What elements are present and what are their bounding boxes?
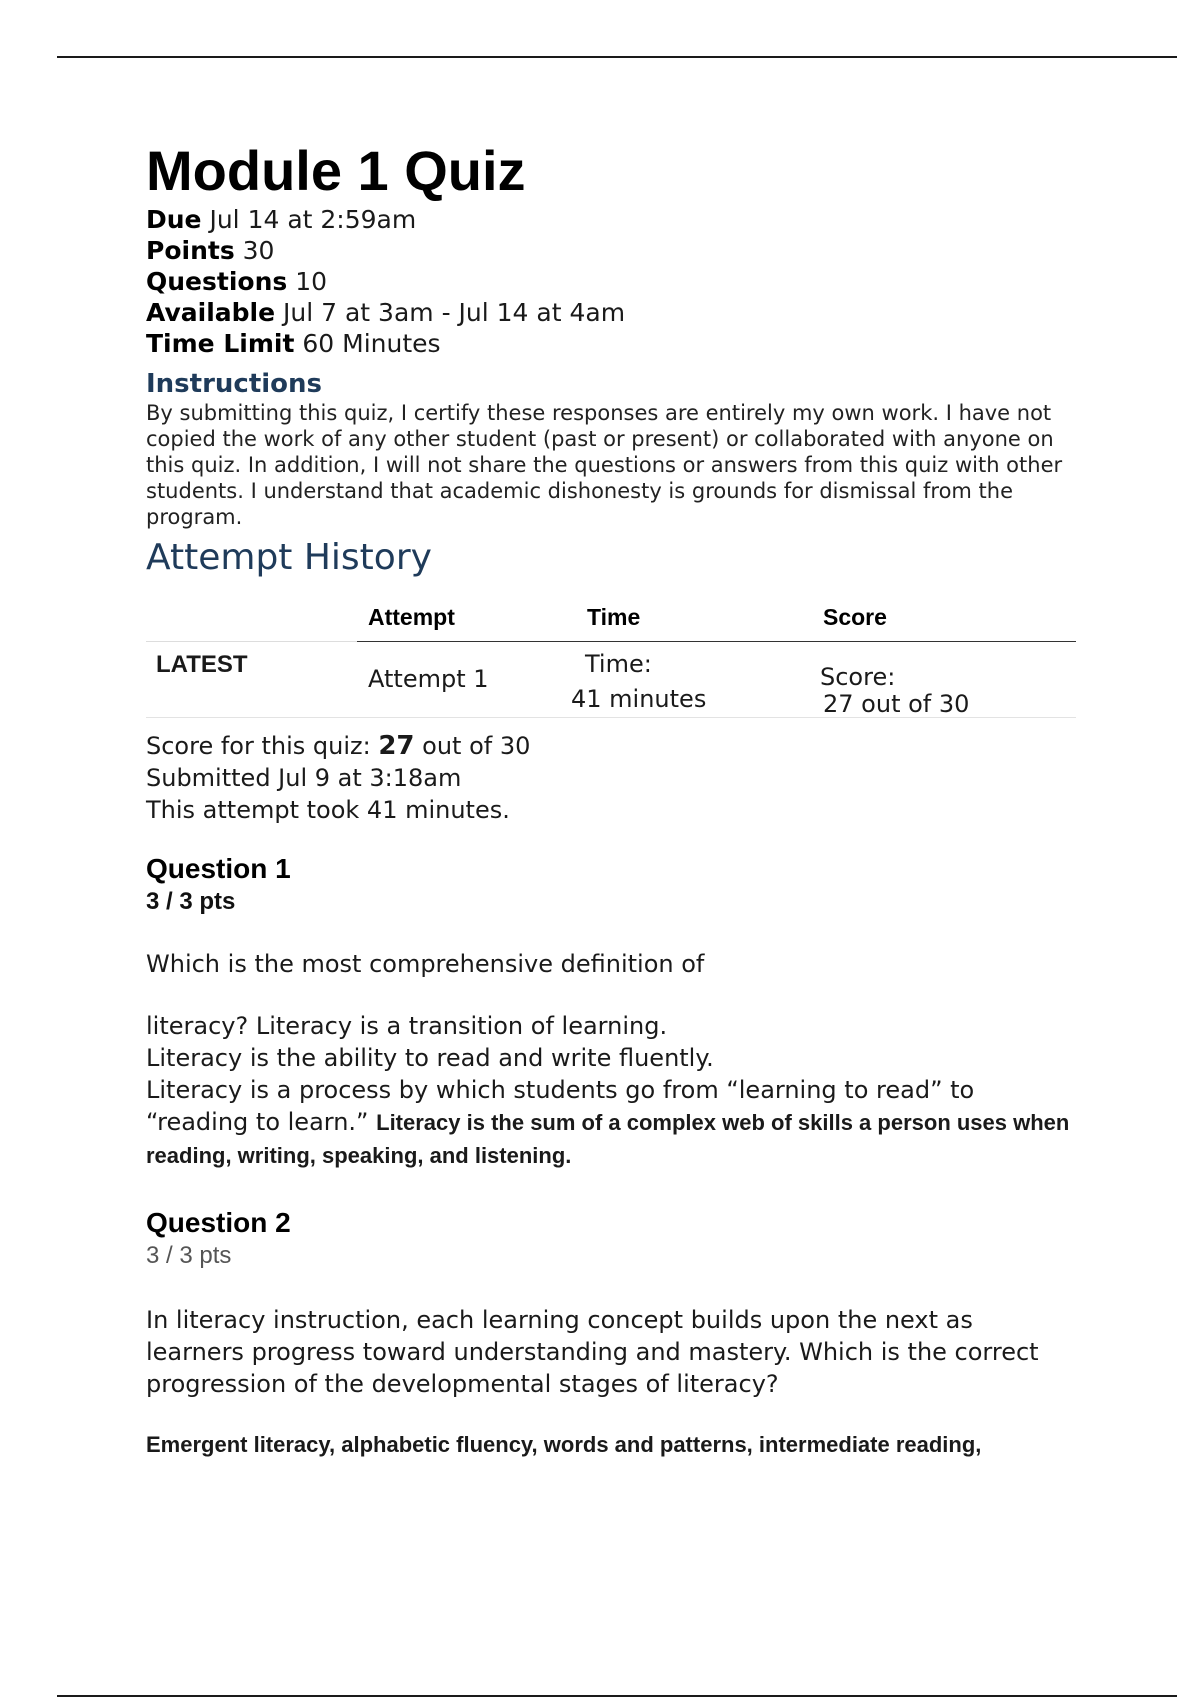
instructions-text: By submitting this quiz, I certify these responses are entirely my own work. I have not copied the work of any other student (past or present) or collaborated with anyone on this quiz. In addition, I will not share the questions or answers from this quiz with other students. I understand that academic dishonesty is grounds for dismissal from the program.: [146, 400, 1063, 529]
quiz-meta: [146, 204, 1076, 359]
meta-label: Due: [146, 204, 202, 234]
answer-line: literacy? Literacy is a transition of learning.: [146, 1011, 668, 1040]
col-header-time: Time: [587, 603, 641, 630]
question-heading: Question 2: [146, 1206, 291, 1238]
latest-tag: LATEST: [156, 650, 248, 678]
question-prompt: Which is the most comprehensive definition of: [146, 949, 705, 978]
attempt-history-heading: Attempt History: [146, 536, 432, 578]
score-number: 27: [378, 730, 415, 761]
question-1: [146, 852, 1076, 1172]
meta-time-limit: [146, 328, 1076, 359]
meta-label: Questions: [146, 266, 288, 296]
question-points: 3 / 3 pts: [146, 887, 236, 915]
correct-answer: Literacy is the sum of a complex web of skills a person uses when reading, writing, speaking, and listening.: [146, 1109, 1070, 1168]
meta-label: Time Limit: [146, 328, 295, 358]
answer-line: Literacy is a process by which students go from “learning to read” to: [146, 1075, 975, 1104]
meta-value: Jul 14 at 2:59am: [209, 204, 417, 234]
meta-questions: [146, 266, 1076, 297]
submitted-line: Submitted Jul 9 at 3:18am: [146, 763, 462, 792]
question-points: 3 / 3 pts: [146, 1241, 232, 1269]
score-prefix: Score for this quiz:: [146, 731, 379, 760]
question-prompt: In literacy instruction, each learning concept builds upon the next as learners progress toward understanding and mastery. Which is the correct progression of the developmental stages of literacy?: [146, 1305, 1039, 1398]
answer-line: “reading to learn.”: [146, 1107, 377, 1136]
score-suffix: out of 30: [414, 731, 531, 760]
time-label: Time:: [585, 649, 652, 678]
attempt-1-link[interactable]: Attempt 1: [368, 664, 489, 693]
top-rule: [57, 56, 1177, 58]
table-divider-left: [146, 641, 357, 642]
table-header-rule: [357, 641, 1076, 642]
bottom-rule: [57, 1695, 1177, 1697]
page-title: Module 1 Quiz: [146, 139, 526, 202]
meta-points: [146, 235, 1076, 266]
meta-label: Points: [146, 235, 235, 265]
meta-value: 30: [242, 235, 275, 265]
instructions-heading: Instructions: [146, 368, 323, 399]
quiz-summary: [146, 730, 1076, 826]
answer-line: Literacy is the ability to read and write fluently.: [146, 1043, 714, 1072]
meta-value: 60 Minutes: [302, 328, 441, 358]
time-value: 41 minutes: [571, 684, 707, 713]
quiz-score-line: [146, 730, 1076, 762]
score-value: 27 out of 30: [823, 689, 970, 718]
score-label: Score:: [820, 662, 896, 691]
question-heading: Question 1: [146, 852, 291, 884]
question-answers: [146, 1010, 1076, 1172]
table-bottom-rule: [146, 717, 1076, 718]
col-header-score: Score: [823, 603, 887, 630]
meta-due: [146, 204, 1076, 235]
correct-answer: Emergent literacy, alphabetic fluency, words and patterns, intermediate reading,: [146, 1431, 982, 1457]
question-2: [146, 1206, 1076, 1460]
col-header-attempt: Attempt: [368, 603, 455, 630]
meta-value: 10: [295, 266, 328, 296]
attempt-history-table: [146, 592, 1076, 720]
quiz-page: [146, 140, 1076, 1460]
meta-value: Jul 7 at 3am - Jul 14 at 4am: [283, 297, 626, 327]
meta-available: [146, 297, 1076, 328]
meta-label: Available: [146, 297, 276, 327]
duration-line: This attempt took 41 minutes.: [146, 795, 510, 824]
